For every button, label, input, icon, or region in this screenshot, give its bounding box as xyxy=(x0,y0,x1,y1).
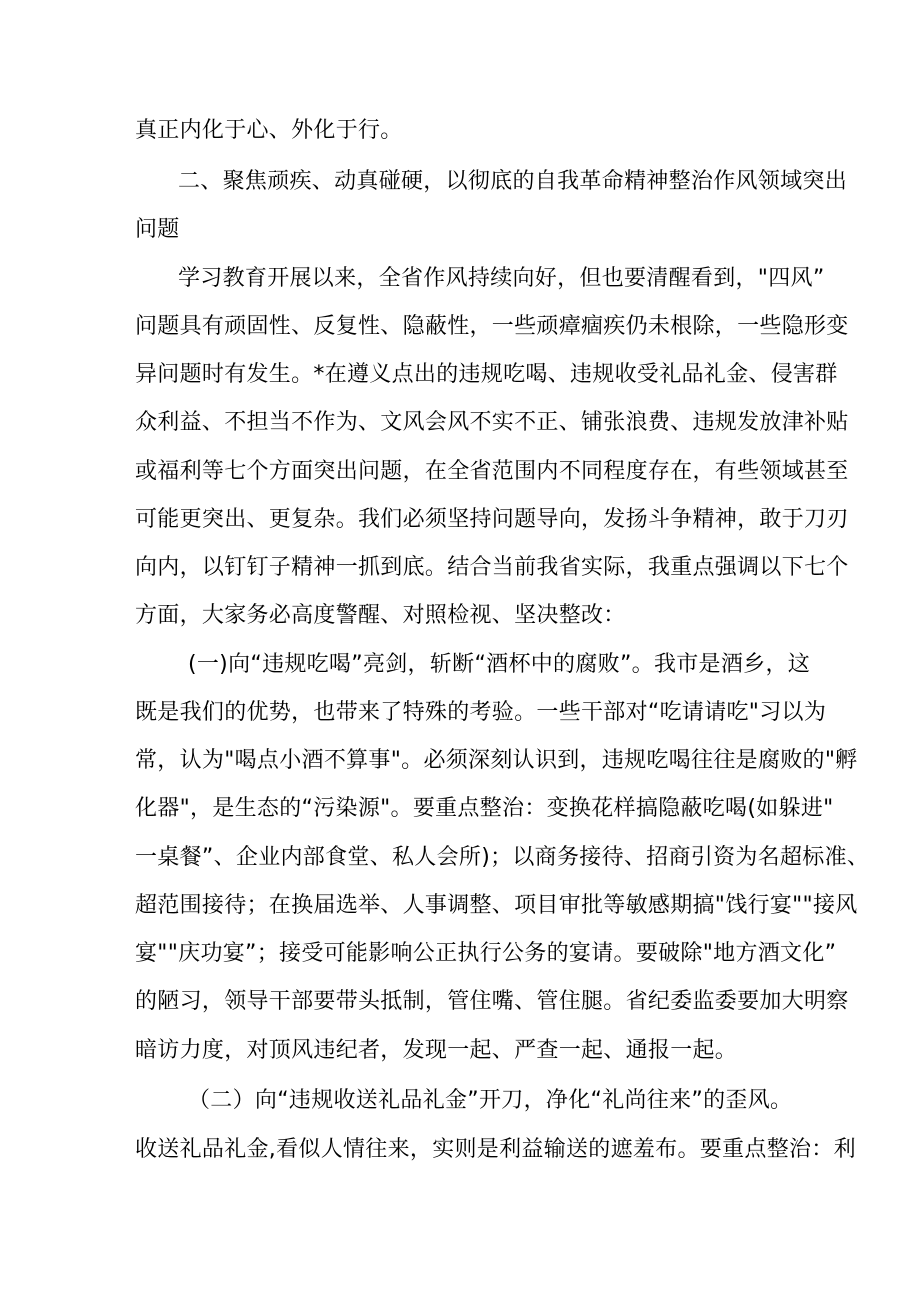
text-line: 或福利等七个方面突出问题，在全省范围内不同程度存在，有些领域甚至 xyxy=(135,459,849,484)
text-line: 一桌餐”、企业内部食堂、私人会所)；以商务接待、招商引资为名超标准、 xyxy=(135,845,870,870)
text-line: 常，认为"喝点小酒不算事"。必须深刻认识到，违规吃喝往往是腐败的"孵 xyxy=(135,748,858,773)
text-line: 问题具有顽固性、反复性、隐蔽性，一些顽瘴痼疾仍未根除，一些隐形变 xyxy=(135,314,849,339)
text-line: 向内，以钉钉子精神一抓到底。结合当前我省实际，我重点强调以下七个 xyxy=(135,555,849,580)
text-line: 宴""庆功宴”；接受可能影响公正执行公务的宴请。要破除"地方酒文化” xyxy=(135,941,837,966)
subsection-heading: (一)向“违规吃喝”亮剑，斩断“酒杯中的腐败”。我市是酒乡，这 xyxy=(188,652,811,677)
text-line: 学习教育开展以来，全省作风持续向好，但也要清醒看到，"四风” xyxy=(178,266,825,291)
text-line: 既是我们的优势，也带来了特殊的考验。一些干部对“吃请请吃"习以为 xyxy=(135,700,827,725)
text-line: 方面，大家务必高度警醒、对照检视、坚决整改： xyxy=(135,603,626,628)
text-line: 收送礼品礼金,看似人情往来，实则是利益输送的遮羞布。要重点整治：利 xyxy=(135,1137,856,1162)
text-line: 超范围接待；在换届选举、人事调整、项目审批等敏感期搞"饯行宴""接风 xyxy=(135,893,858,918)
text-line: 的陋习，领导干部要带头抵制，管住嘴、管住腿。省纪委监委要加大明察 xyxy=(135,989,849,1014)
subsection-heading: （二）向“违规收送礼品礼金”开刀，净化“礼尚往来”的歪风。 xyxy=(188,1088,793,1113)
text-line: 可能更突出、更复杂。我们必须坚持问题导向，发扬斗争精神，敢于刀刃 xyxy=(135,507,849,532)
text-line: 异问题时有发生。*在遵义点出的违规吃喝、违规收受礼品礼金、侵害群 xyxy=(135,362,838,387)
text-line: 真正内化于心、外化于行。 xyxy=(135,118,403,143)
text-line: 众利益、不担当不作为、文风会风不实不正、铺张浪费、违规发放津补贴 xyxy=(135,410,849,435)
section-heading-cont: 问题 xyxy=(135,217,180,242)
text-line: 化器"，是生态的“污染源"。要重点整治：变换花样搞隐蔽吃喝(如躲进" xyxy=(135,796,834,821)
text-line: 暗访力度，对顶风违纪者，发现一起、严查一起、通报一起。 xyxy=(135,1038,738,1063)
section-heading: 二、聚焦顽疾、动真碰硬，以彻底的自我革命精神整治作风领域突出 xyxy=(178,169,848,194)
